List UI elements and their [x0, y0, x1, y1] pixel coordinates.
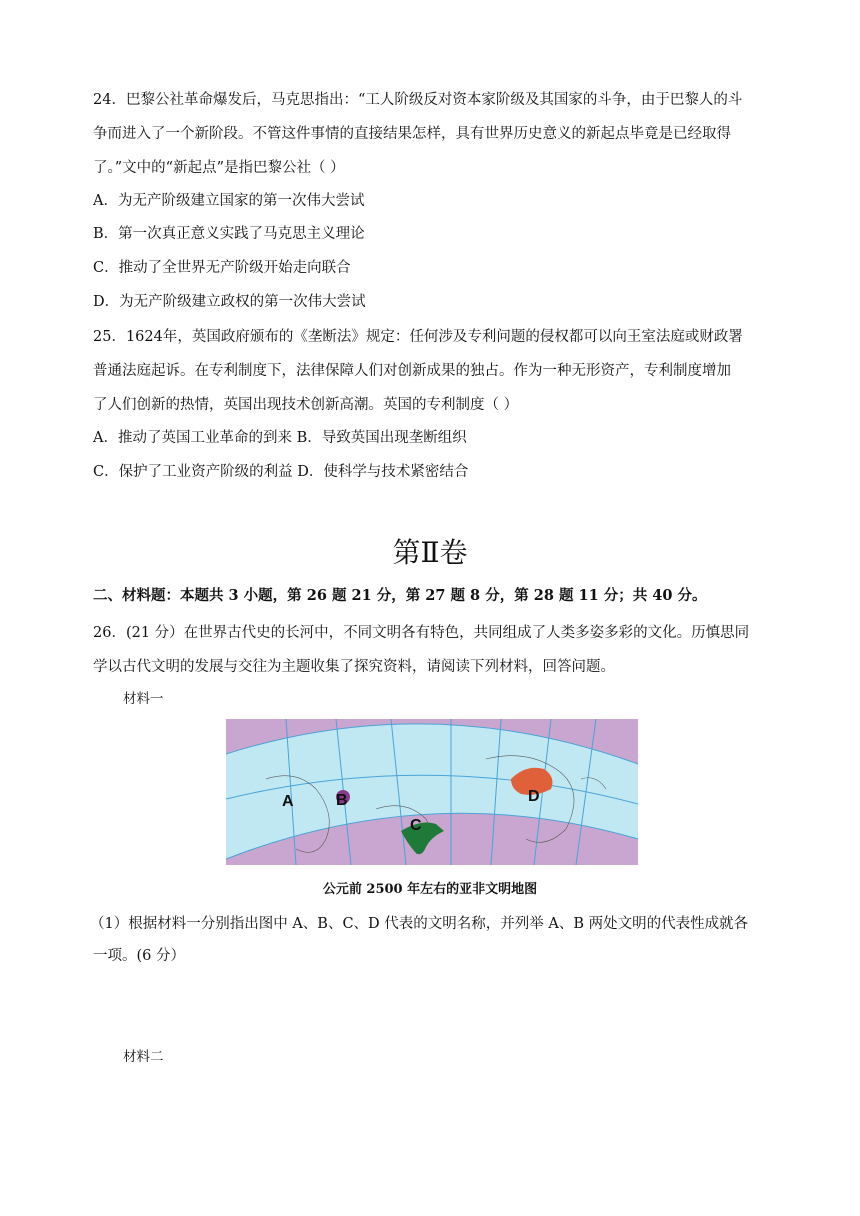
q24-line-3: 了。”文中的“新起点”是指巴黎公社（ ） — [93, 160, 345, 176]
map-caption: 公元前 2500 年左右的亚非文明地图 — [322, 882, 538, 897]
q25-line-2: 普通法庭起诉。在专利制度下，法律保障人们对创新成果的独占。作为一种无形资产，专利制度增加 — [93, 363, 731, 379]
q25-line-3: 了人们创新的热情，英国出现技术创新高潮。英国的专利制度（ ） — [93, 397, 519, 413]
map-label-a: A — [282, 793, 294, 810]
q24-option-b: B．第一次真正意义实践了马克思主义理论 — [93, 226, 365, 242]
map-label-c: C — [410, 817, 422, 834]
q26-sub1-line-1: （1）根据材料一分别指出图中 A、B、C、D 代表的文明名称，并列举 A、B 两处文明的代表性成就各 — [90, 916, 749, 932]
q24-line-1: 24．巴黎公社革命爆发后，马克思指出：“工人阶级反对资本家阶级及其国家的斗争，由于巴黎人的斗 — [93, 92, 743, 108]
q25-options-ab: A．推动了英国工业革命的到来 B．导致英国出现垄断组织 — [93, 430, 467, 446]
q24-option-a: A．为无产阶级建立国家的第一次伟大尝试 — [93, 193, 365, 209]
q24-option-d: D．为无产阶级建立政权的第一次伟大尝试 — [93, 294, 366, 310]
map-label-d: D — [528, 788, 540, 805]
q25-line-1: 25．1624年，英国政府颁布的《垄断法》规定：任何涉及专利问题的侵权都可以向王室法庭或财政署 — [93, 329, 743, 345]
map-label-b: B — [336, 792, 348, 809]
q26-line-2: 学以古代文明的发展与交往为主题收集了探究资料，请阅读下列材料，回答问题。 — [93, 659, 615, 675]
q25-options-cd: C．保护了工业资产阶级的利益 D．使科学与技术紧密结合 — [93, 464, 469, 480]
material-1-label: 材料一 — [123, 691, 164, 707]
section-instruction: 二、材料题：本题共 3 小题，第 26 题 21 分，第 27 题 8 分，第 28 题 11 分；共 40 分。 — [93, 587, 707, 604]
material-2-label: 材料二 — [123, 1049, 164, 1065]
q26-line-1: 26．(21 分）在世界古代史的长河中，不同文明各有特色，共同组成了人类多姿多彩的文化。历慎思同 — [93, 625, 750, 641]
section-title: 第Ⅱ卷 — [392, 536, 468, 569]
q24-line-2: 争而进入了一个新阶段。不管这件事情的直接结果怎样，具有世界历史意义的新起点毕竟是已经取得 — [93, 126, 731, 142]
q24-option-c: C．推动了全世界无产阶级开始走向联合 — [93, 260, 351, 276]
civilization-map — [226, 719, 638, 865]
q26-sub1-line-2: 一项。(6 分） — [93, 948, 185, 964]
